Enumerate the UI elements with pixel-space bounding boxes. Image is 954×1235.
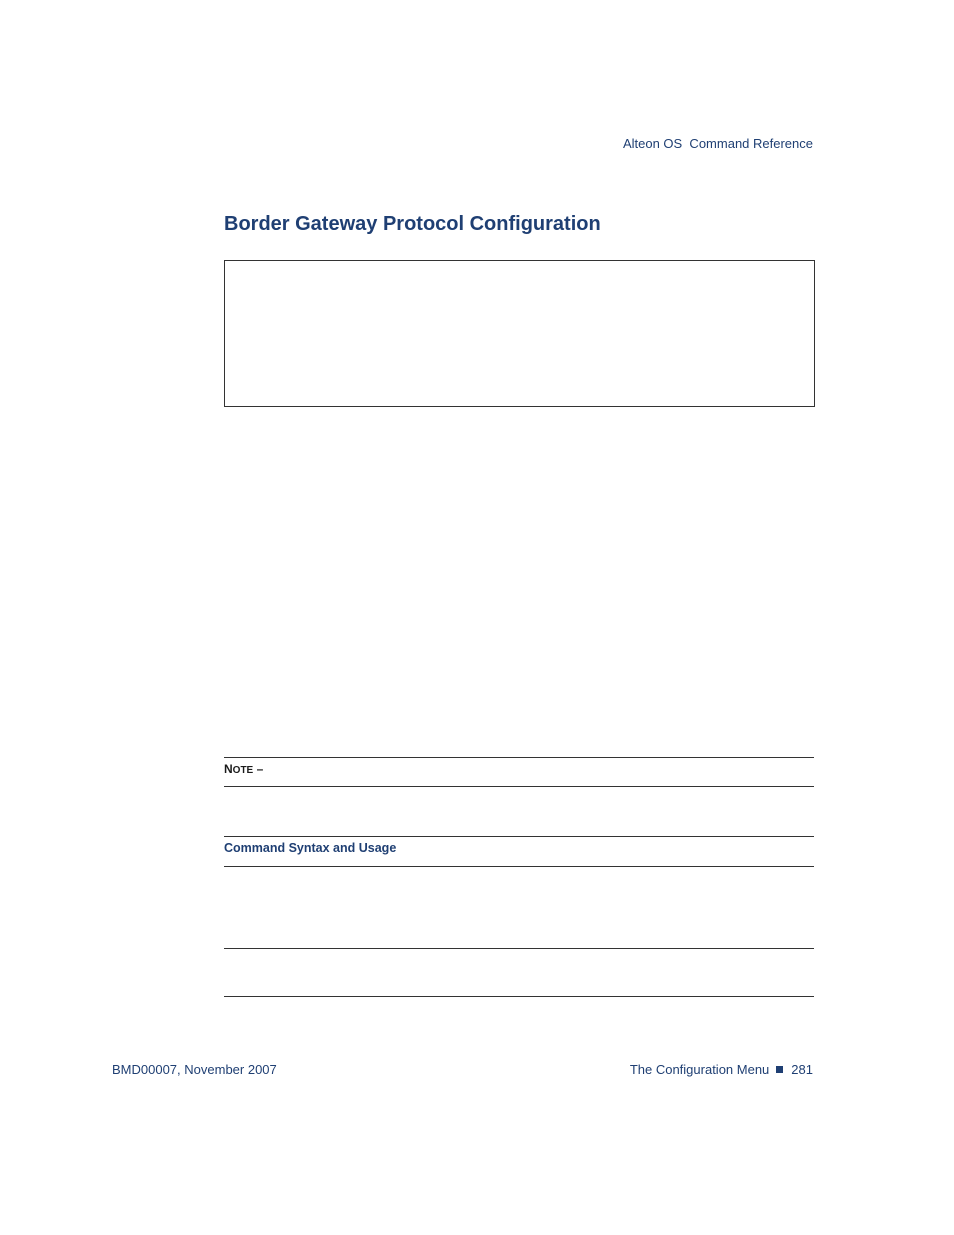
- note-label-initial: N: [224, 762, 233, 776]
- square-bullet-icon: [776, 1066, 783, 1073]
- note-top-rule: [224, 757, 814, 758]
- table-row-rule: [224, 948, 814, 949]
- table-header-rule: [224, 866, 814, 867]
- footer-page-number: 281: [791, 1062, 813, 1077]
- footer-page-info: [630, 1062, 813, 1077]
- footer-doc-id: BMD00007, November 2007: [112, 1062, 277, 1077]
- table-top-rule: [224, 836, 814, 837]
- section-title: Border Gateway Protocol Configuration: [224, 213, 601, 235]
- footer-chapter: The Configuration Menu: [629, 1062, 770, 1077]
- table-bottom-rule: [224, 996, 814, 997]
- note-label-dash: –: [253, 762, 264, 776]
- note-label-smallcaps: OTE: [232, 765, 254, 776]
- note-bottom-rule: [224, 786, 814, 787]
- table-header: Command Syntax and Usage: [224, 841, 397, 855]
- cli-menu-box: [224, 260, 815, 407]
- running-header: Alteon OS Command Reference: [622, 136, 813, 151]
- note-label: [224, 762, 263, 776]
